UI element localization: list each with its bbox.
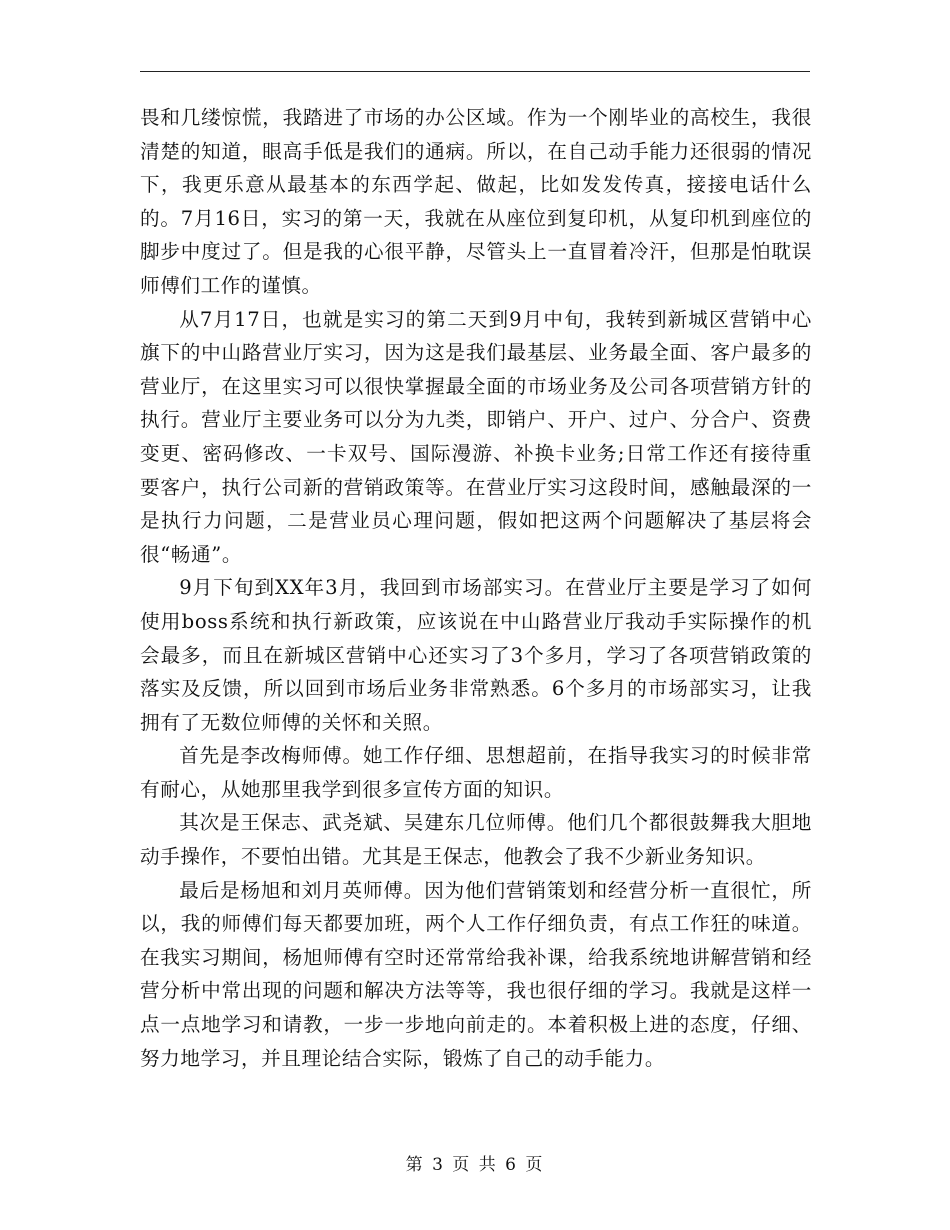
paragraph-2: 从7月17日，也就是实习的第二天到9月中旬，我转到新城区营销中心旗下的中山路营业厅实习，因为这是我们最基层、业务最全面、客户最多的营业厅，在这里实习可以很快掌握最全面的市场业务及公司各项营销方针的执行。营业厅主要业务可以分为九类，即销户、开户、过户、分合户、资费变更、密码修改、一卡双号、国际漫游、补换卡业务;日常工作还有接待重要客户，执行公司新的营销政策等。在营业厅实习这段时间，感触最深的一是执行力问题，二是营业员心理问题，假如把这两个问题解决了基层将会很“畅通”。 [140,307,812,566]
page-number-footer: 第 3 页 共 6 页 [405,1155,545,1175]
paragraph-1: 畏和几缕惊慌，我踏进了市场的办公区域。作为一个刚毕业的高校生，我很清楚的知道，眼高手低是我们的通病。所以，在自己动手能力还很弱的情况下，我更乐意从最基本的东西学起、做起，比如发发传真，接接电话什么的。7月16日，实习的第一天，我就在从座位到复印机，从复印机到座位的脚步中度过了。但是我的心很平静，尽管头上一直冒着冷汗，但那是怕耽误师傅们工作的谨慎。 [140,106,812,297]
header-rule [140,71,810,72]
document-body [140,101,812,1075]
paragraph-4: 首先是李改梅师傅。她工作仔细、思想超前，在指导我实习的时候非常有耐心，从她那里我学到很多宣传方面的知识。 [140,744,812,801]
paragraph-3: 9月下旬到XX年3月，我回到市场部实习。在营业厅主要是学习了如何使用boss系统和执行新政策，应该说在中山路营业厅我动手实际操作的机会最多，而且在新城区营销中心还实习了3个多月，学习了各项营销政策的落实及反馈，所以回到市场后业务非常熟悉。6个多月的市场部实习，让我拥有了无数位师傅的关怀和关照。 [140,576,812,734]
paragraph-6: 最后是杨旭和刘月英师傅。因为他们营销策划和经营分析一直很忙，所以，我的师傅们每天都要加班，两个人工作仔细负责，有点工作狂的味道。在我实习期间，杨旭师傅有空时还常常给我补课，给我系统地讲解营销和经营分析中常出现的问题和解决方法等等，我也很仔细的学习。我就是这样一点一点地学习和请教，一步一步地向前走的。本着积极上进的态度，仔细、努力地学习，并且理论结合实际，锻炼了自己的动手能力。 [140,878,812,1070]
paragraph-5: 其次是王保志、武尧斌、吴建东几位师傅。他们几个都很鼓舞我大胆地动手操作，不要怕出错。尤其是王保志，他教会了我不少新业务知识。 [140,811,812,869]
